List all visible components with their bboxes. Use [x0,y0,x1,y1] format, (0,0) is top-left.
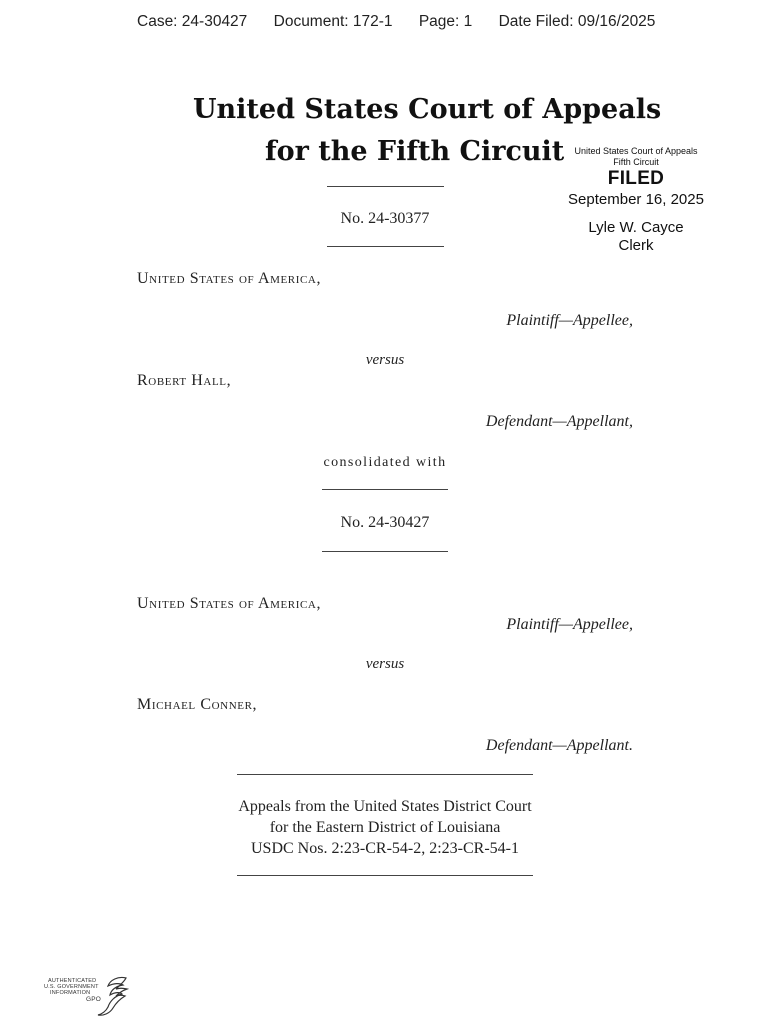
divider [322,551,448,552]
eagle-icon [96,974,130,1018]
defendant-role-2: Defendant—Appellant. [485,737,633,754]
filed-stamp-court [561,146,711,168]
versus-1: versus [365,352,405,368]
appeal-line-3: USDC Nos. 2:23-CR-54-2, 2:23-CR-54-1 [250,840,519,857]
gpo-seal-line4: GPO [86,996,102,1003]
divider [327,246,444,247]
gpo-seal-line1: AUTHENTICATED [48,978,97,984]
filed-stamp-status: FILED [607,168,665,189]
date-filed-header: Date Filed: 09/16/2025 [498,13,656,30]
document-number-header: Document: 172-1 [273,13,393,30]
case-number-1: No. 24-30377 [340,210,430,227]
clerk-name: Lyle W. Cayce [588,219,684,236]
case-number-header: Case: 24-30427 [137,13,248,30]
plaintiff-name-1: United States of America, [137,270,322,287]
plaintiff-role-2: Plaintiff—Appellee, [506,616,633,633]
appeal-line-2: for the Eastern District of Louisiana [269,819,501,836]
appeal-info [0,796,770,859]
plaintiff-role-1: Plaintiff—Appellee, [506,312,633,329]
divider [327,186,444,187]
gpo-seal-line2: U.S. GOVERNMENT [44,984,99,990]
divider [322,489,448,490]
divider [237,774,533,775]
court-title-line1: United States Court of Appeals [193,94,662,125]
court-title-line2: for the Fifth Circuit [265,136,565,167]
defendant-name-1: Robert Hall, [137,372,232,389]
filed-stamp-date: September 16, 2025 [568,191,704,208]
divider [237,875,533,876]
stamp-court-line1: United States Court of Appeals [574,146,698,156]
stamp-court-line2: Fifth Circuit [613,157,659,167]
filed-stamp-clerk [561,219,711,255]
page-number-header: Page: 1 [418,13,473,30]
gpo-seal-line3: INFORMATION [50,990,91,996]
case-number-2: No. 24-30427 [340,514,430,531]
clerk-title: Clerk [618,237,654,254]
appeal-line-1: Appeals from the United States District Court [238,798,532,815]
defendant-role-1: Defendant—Appellant, [485,413,633,430]
consolidated-label: consolidated with [323,455,447,470]
gpo-seal [44,974,130,1018]
defendant-name-2: Michael Conner, [137,696,258,713]
versus-2: versus [365,656,405,672]
plaintiff-name-2: United States of America, [137,595,322,612]
document-header [137,13,677,31]
